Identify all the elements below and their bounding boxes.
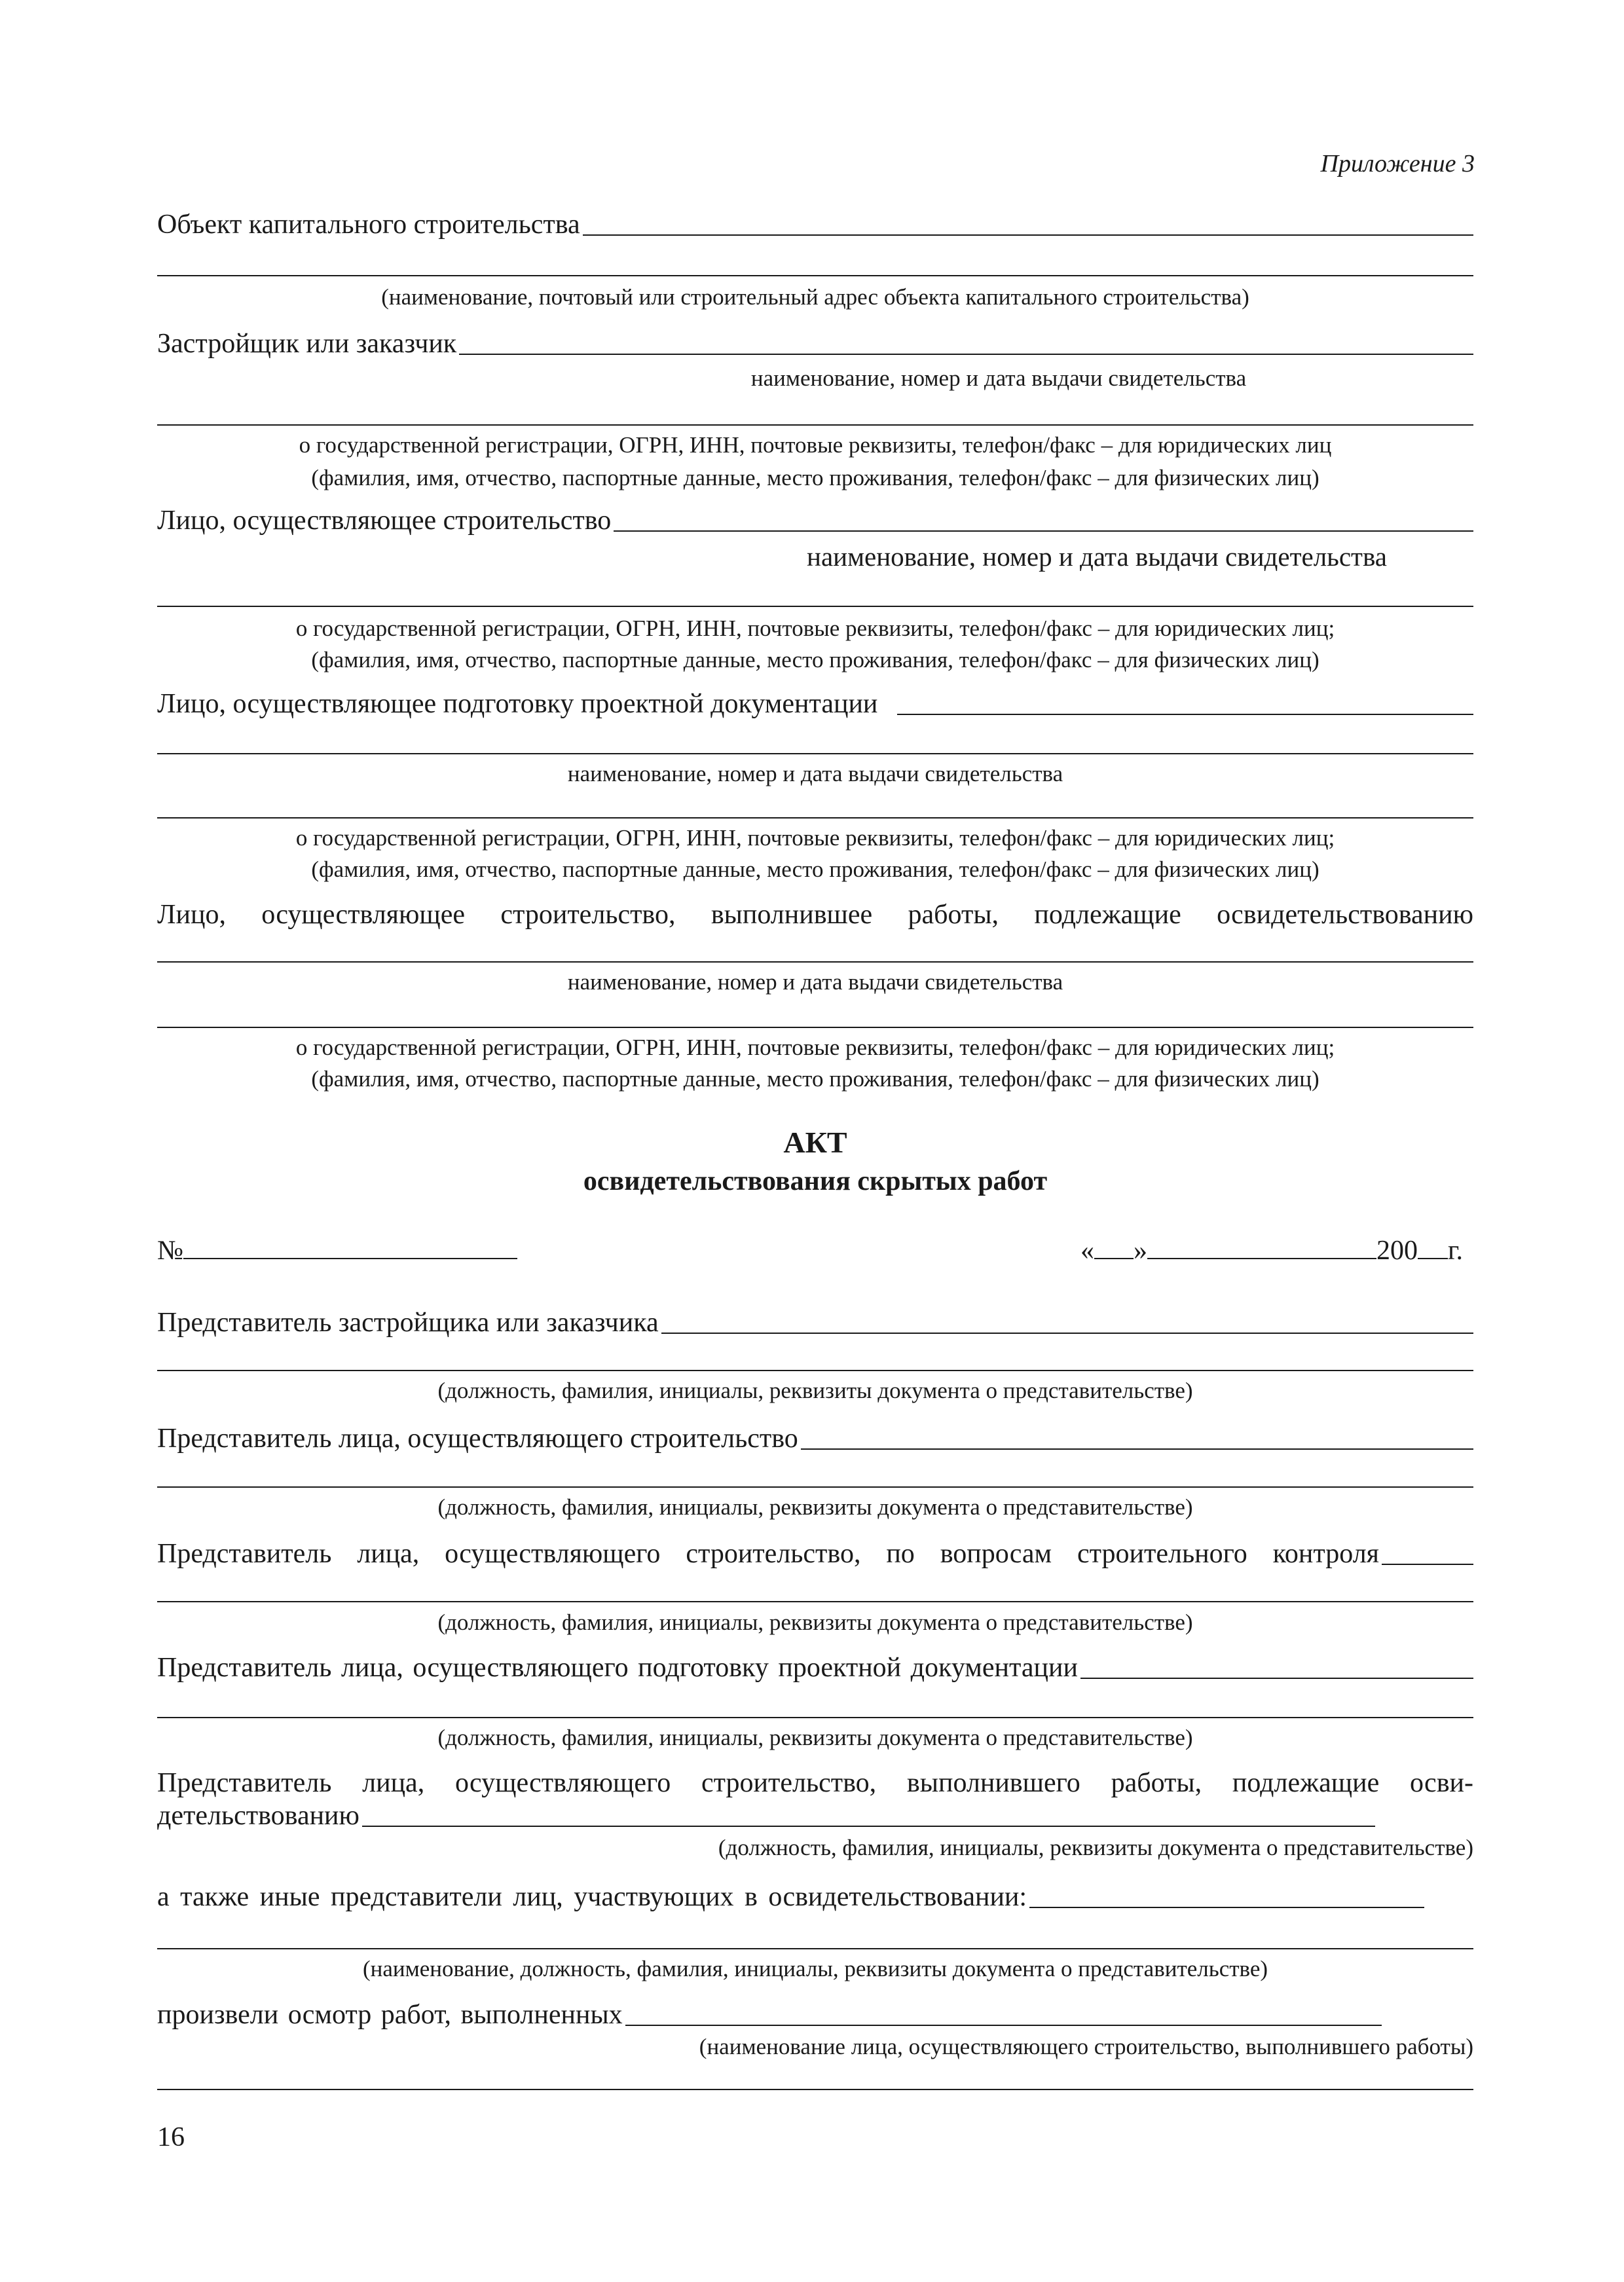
- page-number: 16: [157, 2122, 185, 2152]
- control-rep-label: Представитель лица, осуществляющего строительство, по вопросам строительного контроля: [157, 1539, 1379, 1569]
- performer-rep-label-line2: детельствованию: [157, 1801, 360, 1831]
- performer-caption-3: (фамилия, имя, отчество, паспортные данные, место проживания, телефон/факс – для физических лиц): [311, 1066, 1320, 1092]
- developer-rep-row: [157, 1306, 1473, 1339]
- others-input-line-2[interactable]: [157, 1948, 1473, 1949]
- performer-input-line[interactable]: [157, 961, 1473, 963]
- date-month-input[interactable]: [1147, 1234, 1376, 1259]
- builder-rep-caption: (должность, фамилия, инициалы, реквизиты документа о представительстве): [437, 1494, 1193, 1520]
- developer-rep-label: Представитель застройщика или заказчика: [157, 1308, 659, 1338]
- appendix-label: Приложение 3: [1320, 150, 1475, 177]
- control-rep-input-line-2[interactable]: [157, 1601, 1473, 1602]
- builder-label: Лицо, осуществляющее строительство: [157, 506, 612, 536]
- date-year-prefix: 200: [1376, 1236, 1418, 1266]
- inspected-label: произвели осмотр работ, выполненных: [157, 2000, 623, 2030]
- others-caption: (наименование, должность, фамилия, инициалы, реквизиты документа о представительстве): [362, 1956, 1268, 1981]
- designer-rep-caption: (должность, фамилия, инициалы, реквизиты документа о представительстве): [437, 1725, 1193, 1750]
- designer-label: Лицо, осуществляющее подготовку проектной документации: [157, 689, 878, 719]
- builder-input-line[interactable]: [614, 529, 1473, 532]
- act-subtitle: освидетельствования скрытых работ: [583, 1166, 1048, 1196]
- inspected-input-line[interactable]: [625, 2023, 1382, 2026]
- date-quote-open: «: [1080, 1236, 1094, 1266]
- builder-caption-2: о государственной регистрации, ОГРН, ИНН, почтовые реквизиты, телефон/факс – для юридических лиц;: [295, 616, 1335, 641]
- control-rep-row: [157, 1537, 1473, 1570]
- designer-input-line-2[interactable]: [157, 753, 1473, 754]
- object-row: [157, 208, 1473, 241]
- developer-rep-input-line-2[interactable]: [157, 1370, 1473, 1371]
- act-number: [157, 1234, 517, 1267]
- builder-input-line-2[interactable]: [157, 606, 1473, 607]
- object-caption: (наименование, почтовый или строительный адрес объекта капитального строительства): [381, 284, 1249, 310]
- performer-input-line-2[interactable]: [157, 1027, 1473, 1028]
- performer-rep-input-line[interactable]: [362, 1824, 1375, 1827]
- designer-caption-2: о государственной регистрации, ОГРН, ИНН, почтовые реквизиты, телефон/факс – для юридических лиц;: [295, 825, 1335, 851]
- number-sign: №: [157, 1236, 184, 1266]
- inspected-input-line-2[interactable]: [157, 2089, 1473, 2090]
- performer-rep-label-line1: Представитель лица, осуществляющего строительство, выполнившего работы, подлежащие осви-: [157, 1768, 1473, 1798]
- developer-input-line[interactable]: [459, 352, 1473, 355]
- designer-caption-1: наименование, номер и дата выдачи свидетельства: [567, 761, 1063, 786]
- designer-rep-row: [157, 1651, 1473, 1684]
- developer-label: Застройщик или заказчик: [157, 329, 457, 359]
- builder-caption-3: (фамилия, имя, отчество, паспортные данные, место проживания, телефон/факс – для физических лиц): [311, 647, 1320, 672]
- date-quote-close: »: [1134, 1236, 1147, 1266]
- object-label: Объект капитального строительства: [157, 210, 580, 240]
- performer-caption-1: наименование, номер и дата выдачи свидетельства: [567, 969, 1063, 995]
- builder-rep-row: [157, 1422, 1473, 1455]
- inspected-caption: (наименование лица, осуществляющего строительство, выполнившего работы): [699, 2034, 1473, 2059]
- inspected-row: [157, 1998, 1382, 2031]
- builder-row: [157, 504, 1473, 537]
- builder-rep-input-line-2[interactable]: [157, 1486, 1473, 1488]
- designer-row: [157, 688, 1473, 720]
- date-year-suffix: г.: [1448, 1236, 1463, 1266]
- performer-caption-2: о государственной регистрации, ОГРН, ИНН, почтовые реквизиты, телефон/факс – для юридических лиц;: [295, 1035, 1335, 1060]
- object-input-line-2[interactable]: [157, 275, 1473, 276]
- act-title: АКТ: [783, 1126, 847, 1159]
- performer-rep-row: [157, 1799, 1375, 1832]
- act-date: [1080, 1234, 1463, 1267]
- developer-caption-3: (фамилия, имя, отчество, паспортные данные, место проживания, телефон/факс – для физических лиц): [311, 465, 1320, 490]
- developer-rep-caption: (должность, фамилия, инициалы, реквизиты документа о представительстве): [437, 1378, 1193, 1403]
- developer-row: [157, 327, 1473, 360]
- date-day-input[interactable]: [1094, 1234, 1134, 1259]
- designer-caption-3: (фамилия, имя, отчество, паспортные данные, место проживания, телефон/факс – для физических лиц): [311, 856, 1320, 882]
- object-input-line[interactable]: [583, 233, 1473, 236]
- others-input-line[interactable]: [1029, 1905, 1424, 1908]
- performer-label: Лицо, осуществляющее строительство, выполнившее работы, подлежащие освидетельствованию: [157, 900, 1473, 930]
- designer-input-line[interactable]: [897, 712, 1473, 715]
- others-label: а также иные представители лиц, участвующих в освидетельствовании:: [157, 1882, 1027, 1912]
- builder-rep-label: Представитель лица, осуществляющего строительство: [157, 1424, 798, 1454]
- designer-rep-input-line-2[interactable]: [157, 1717, 1473, 1718]
- developer-rep-input-line[interactable]: [661, 1331, 1473, 1334]
- control-rep-input-line[interactable]: [1382, 1562, 1473, 1565]
- designer-rep-label: Представитель лица, осуществляющего подготовку проектной документации: [157, 1653, 1078, 1683]
- control-rep-caption: (должность, фамилия, инициалы, реквизиты документа о представительстве): [437, 1610, 1193, 1635]
- date-year-input[interactable]: [1418, 1234, 1448, 1259]
- others-row: [157, 1881, 1424, 1913]
- builder-caption-1: наименование, номер и дата выдачи свидетельства: [807, 542, 1387, 572]
- performer-rep-caption: (должность, фамилия, инициалы, реквизиты документа о представительстве): [718, 1835, 1473, 1860]
- developer-input-line-2[interactable]: [157, 424, 1473, 426]
- developer-caption-2: о государственной регистрации, ОГРН, ИНН, почтовые реквизиты, телефон/факс – для юридических лиц: [299, 432, 1332, 458]
- designer-rep-input-line[interactable]: [1080, 1676, 1473, 1679]
- builder-rep-input-line[interactable]: [801, 1447, 1473, 1450]
- developer-caption-1: наименование, номер и дата выдачи свидетельства: [750, 365, 1247, 391]
- act-number-input[interactable]: [183, 1234, 517, 1259]
- designer-input-line-3[interactable]: [157, 817, 1473, 819]
